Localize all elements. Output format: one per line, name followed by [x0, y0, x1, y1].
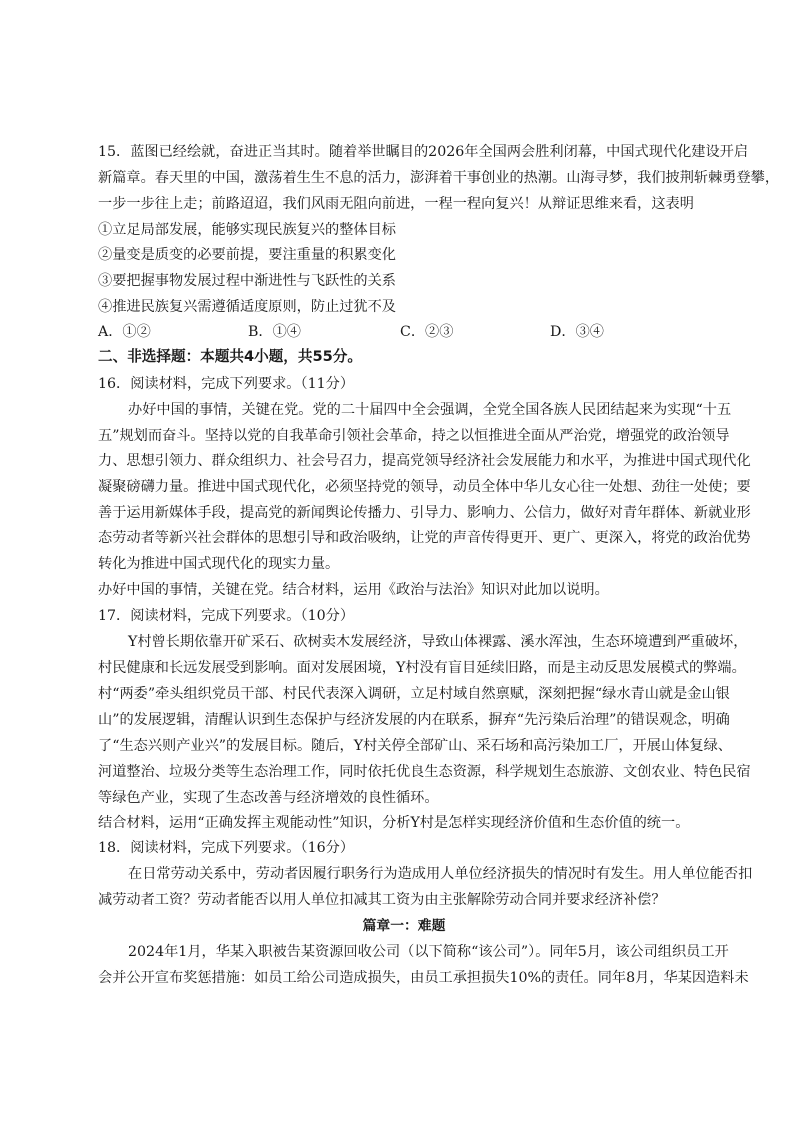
q15-stem-line-3: 一步一步往上走；前路迢迢，我们风雨无阻向前进，一程一程向复兴！从辩证思维来看，这表明: [98, 196, 694, 212]
q18-chapter-line: 2024年1月，华某入职被告某资源回收公司（以下简称“该公司”）。同年5月，该公司组织员工开: [128, 944, 729, 960]
q17-question: 结合材料，运用“正确发挥主观能动性”知识，分析Y村是怎样实现经济价值和生态价值的统一。: [98, 815, 690, 831]
q15-statement-2: ②量变是质变的必要前提，要注重量的积累变化: [98, 247, 396, 263]
q16-material-line: 凝聚磅礴力量。推进中国式现代化，必须坚持党的领导，动员全体中华儿女心往一处想、劲往一处使；要: [98, 479, 751, 495]
q18-heading: 18．阅读材料，完成下列要求。（16分）: [98, 840, 355, 856]
q17-material-line: 村“两委”牵头组织党员干部、村民代表深入调研，立足村域自然禀赋，深刻把握“绿水青山就是金山银: [98, 686, 730, 702]
q15-stem-line-1: 15．蓝图已经绘就，奋进正当其时。随着举世瞩目的2026年全国两会胜利闭幕，中国式现代化建设开启: [98, 144, 749, 160]
q16-material-line: 五”规划而奋斗。坚持以党的自我革命引领社会革命，持之以恒推进全面从严治党，增强党的政治领导: [98, 428, 730, 444]
q18-intro-line: 在日常劳动关系中，劳动者因履行职务行为造成用人单位经济损失的情况时有发生。用人单位能否扣: [128, 866, 753, 882]
q17-material-line: Y村曾长期依靠开矿采石、砍树卖木发展经济，导致山体裸露、溪水浑浊，生态环境遭到严重破坏，: [128, 634, 748, 650]
q18-intro-line: 减劳动者工资？劳动者能否以用人单位扣减其工资为由主张解除劳动合同并要求经济补偿？: [98, 892, 666, 908]
q17-material-line: 山”的发展逻辑，清醒认识到生态保护与经济发展的内在联系，摒弃“先污染后治理”的错误观念，明确: [98, 712, 730, 728]
option-d: D．③④: [550, 324, 604, 340]
option-c: C．②③: [400, 324, 454, 340]
q15-options: [98, 320, 718, 344]
q17-material-line: 村民健康和长远发展受到影响。面对发展困境，Y村没有盲目延续旧路，而是主动反思发展模式的弊端。: [98, 660, 746, 676]
q16-material-line: 办好中国的事情，关键在党。党的二十届四中全会强调，全党全国各族人民团结起来为实现“十五: [128, 402, 732, 418]
option-b: B．①④: [248, 324, 301, 340]
q15-stem-line-2: 新篇章。春天里的中国，激荡着生生不息的活力，澎湃着干事创业的热潮。山海寻梦，我们披荆斩棘勇登攀，: [98, 170, 780, 186]
q17-material-line: 等绿色产业，实现了生态改善与经济增效的良性循环。: [98, 790, 439, 806]
q15-statement-3: ③要把握事物发展过程中渐进性与飞跃性的关系: [98, 273, 396, 289]
section-heading: 二、非选择题：本题共4小题，共55分。: [98, 348, 362, 365]
q17-heading: 17．阅读材料，完成下列要求。（10分）: [98, 608, 355, 624]
q15-statement-1: ①立足局部发展，能够实现民族复兴的整体目标: [98, 222, 396, 238]
q17-material-line: 了“生态兴则产业兴”的发展目标。随后，Y村关停全部矿山、采石场和高污染加工厂，开展山体复绿、: [98, 738, 732, 754]
q16-material-line: 力、思想引领力、群众组织力、社会号召力，提高党领导经济社会发展能力和水平，为推进中国式现代化: [98, 453, 751, 469]
q16-material-line: 善于运用新媒体手段，提高党的新闻舆论传播力、引导力、影响力、公信力，做好对青年群体、新就业形: [98, 505, 751, 521]
option-a: A．①②: [98, 324, 151, 340]
q17-material-line: 河道整治、垃圾分类等生态治理工作，同时依托优良生态资源，科学规划生态旅游、文创农业、特色民宿: [98, 764, 751, 780]
q16-question: 办好中国的事情，关键在党。结合材料，运用《政治与法治》知识对此加以说明。: [98, 582, 609, 598]
q16-material-line: 态劳动者等新兴社会群体的思想引导和政治吸纳，让党的声音传得更开、更广、更深入，将党的政治优势: [98, 530, 751, 546]
chapter-title: 篇章一：难题: [362, 918, 446, 934]
q15-statement-4: ④推进民族复兴需遵循适度原则，防止过犹不及: [98, 299, 396, 315]
q16-material-line: 转化为推进中国式现代化的现实力量。: [98, 556, 340, 572]
q18-chapter-line: 会并公开宣布奖惩措施：如员工给公司造成损失，由员工承担损失10%的责任。同年8月，华某因造料未: [98, 970, 749, 986]
q16-heading: 16．阅读材料，完成下列要求。（11分）: [98, 376, 355, 392]
